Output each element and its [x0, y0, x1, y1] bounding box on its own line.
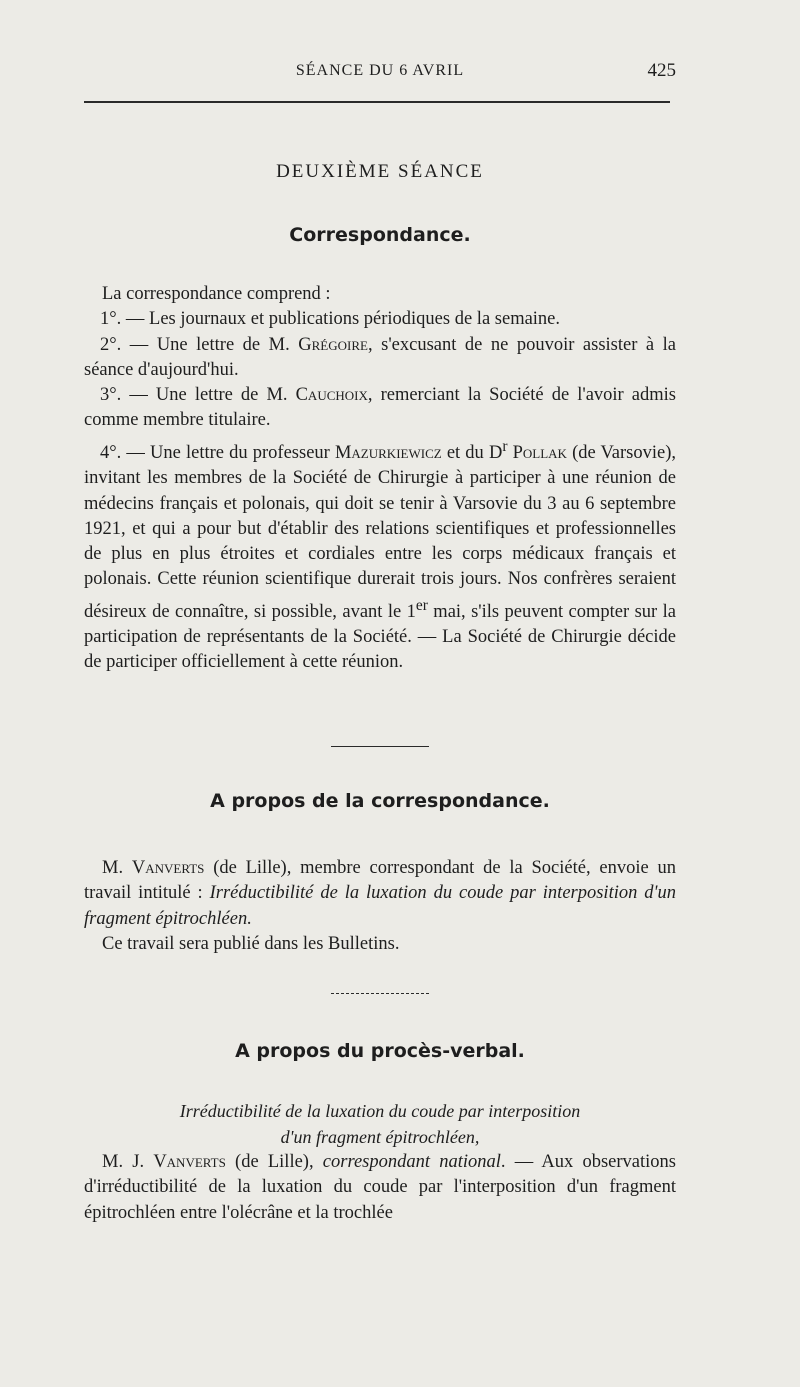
paragraph: M. J. Vanverts (de Lille), correspondant national. — Aux observations d'irréductibilité de la luxation du coude par l'interposition d'un fragment épitrochléen entre l'olécrâne et la trochlée: [84, 1152, 676, 1223]
page-number: 425: [647, 60, 676, 81]
seance-title: DEUXIÈME SÉANCE: [276, 161, 484, 182]
apropos-correspondance-body: [84, 856, 676, 957]
section-heading-apropos-correspondance: A propos de la correspondance.: [210, 790, 550, 812]
apropos-proces-verbal-body: [84, 1150, 676, 1226]
section-separator: [331, 746, 429, 747]
person-name: Grégoire: [298, 334, 368, 355]
correspondance-item-4: 4°. — Une lettre du professeur Mazurkiewicz et du $D^r$ Pollak (de Varsovie), invitant les membres de la Société de Chirurgie à participer à une réunion de médecins français et polonais, qui doit se tenir à Varsovie du 3 au 6 septembre 1921, et qui a pour but d'établir des relations scientifiques et professionnelles de plus en plus étroites et cordiales entre les corps médicaux français et polonais. Cette réunion scientifique durerait trois jours. Nos confrères seraient désireux de connaître, si possible, avant le 1er mai, s'ils peuvent compter sur la participation de représentants de la Société. — La Société de Chirurgie décide de participer officiellement à cette réunion.: [84, 437, 677, 673]
person-name: Vanverts: [153, 1152, 226, 1172]
paragraph: Ce travail sera publié dans les Bulletins.: [102, 933, 400, 954]
page-header: [84, 58, 676, 92]
paragraph: M. Vanverts (de Lille), membre correspondant de la Société, envoie un travail intitulé : Irréductibilité de la luxation du coude par interposition d'un fragment épitrochléen.: [84, 858, 676, 929]
correspondance-item-1: 1°. — Les journaux et publications périodiques de la semaine.: [100, 309, 561, 330]
section-heading-apropos-proces-verbal: A propos du procès-verbal.: [235, 1040, 525, 1062]
correspondance-intro: La correspondance comprend :: [102, 284, 331, 304]
role: correspondant national: [322, 1152, 501, 1172]
person-name: Pollak: [512, 442, 567, 463]
correspondance-body: [84, 282, 676, 676]
person-name: Mazurkiewicz: [334, 442, 442, 463]
section-heading-correspondance: Correspondance.: [289, 224, 471, 246]
section-separator: [331, 993, 429, 994]
work-title: Irréductibilité de la luxation du coude par interposition d'un fragment épitrochléen.: [84, 883, 676, 929]
article-subtitle: Irréductibilité de la luxation du coude par interposition d'un fragment épitrochléen,: [179, 1101, 581, 1147]
correspondance-item-3: 3°. — Une lettre de M. Cauchoix, remerciant la Société de l'avoir admis comme membre titulaire.: [84, 385, 676, 431]
person-name: Cauchoix: [295, 385, 368, 406]
person-name: Vanverts: [131, 858, 205, 878]
correspondance-item-2: 2°. — Une lettre de M. Grégoire, s'excusant de ne pouvoir assister à la séance d'aujourd'hui.: [84, 334, 676, 380]
header-rule: [84, 101, 670, 103]
running-head: SÉANCE DU 6 AVRIL: [295, 62, 465, 79]
